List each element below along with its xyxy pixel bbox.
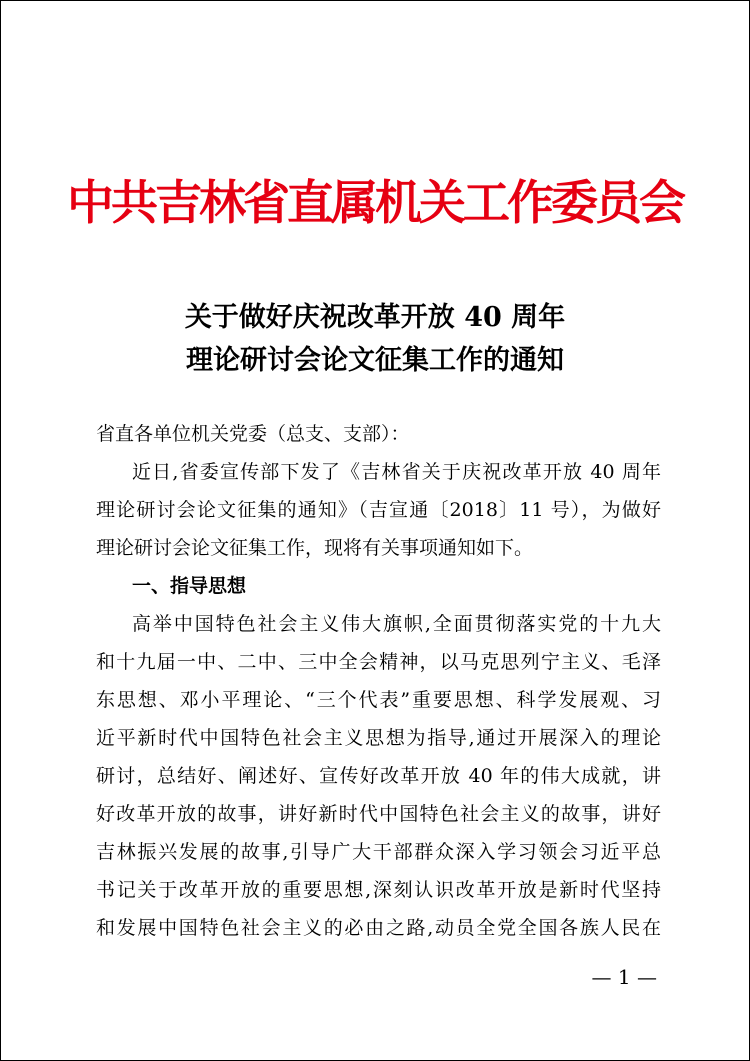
section1-line-3: 东思想、邓小平理论、“三个代表”重要思想、科学发展观、习 <box>96 689 661 711</box>
page-number: — 1 — <box>591 965 657 989</box>
section-heading-guiding-thought: 一、指导思想 <box>132 575 247 597</box>
section1-line-5: 研讨，总结好、阐述好、宣传好改革开放 40 年的伟大成就，讲 <box>96 765 661 787</box>
addressee: 省直各单位机关党委（总支、支部）： <box>96 423 410 445</box>
notice-title-line-2: 理论研讨会论文征集工作的通知 <box>186 345 564 376</box>
notice-title-line-1: 关于做好庆祝改革开放 40 周年 <box>184 302 566 333</box>
section1-line-8: 书记关于改革开放的重要思想,深刻认识改革开放是新时代坚持 <box>96 879 661 901</box>
section1-line-6: 好改革开放的故事，讲好新时代中国特色社会主义的故事，讲好 <box>96 803 661 825</box>
intro-line-1: 近日,省委宣传部下发了《吉林省关于庆祝改革开放 40 周年 <box>132 461 661 483</box>
intro-line-3: 理论研讨会论文征集工作，现将有关事项通知如下。 <box>96 537 534 559</box>
section1-line-1: 高举中国特色社会主义伟大旗帜,全面贯彻落实党的十九大 <box>132 613 661 635</box>
section1-line-9: 和发展中国特色社会主义的必由之路,动员全党全国各族人民在 <box>96 917 661 939</box>
letterhead-org-name: 中共吉林省直属机关工作委员会 <box>67 176 683 231</box>
section1-line-2: 和十九届一中、二中、三中全会精神，以马克思列宁主义、毛泽 <box>96 651 661 673</box>
intro-line-2: 理论研讨会论文征集的通知》（吉宣通〔2018〕11 号），为做好 <box>96 499 661 521</box>
section1-line-7: 吉林振兴发展的故事,引导广大干部群众深入学习领会习近平总 <box>96 841 661 863</box>
notice-body <box>96 415 661 947</box>
section1-line-4: 近平新时代中国特色社会主义思想为指导,通过开展深入的理论 <box>96 727 661 749</box>
